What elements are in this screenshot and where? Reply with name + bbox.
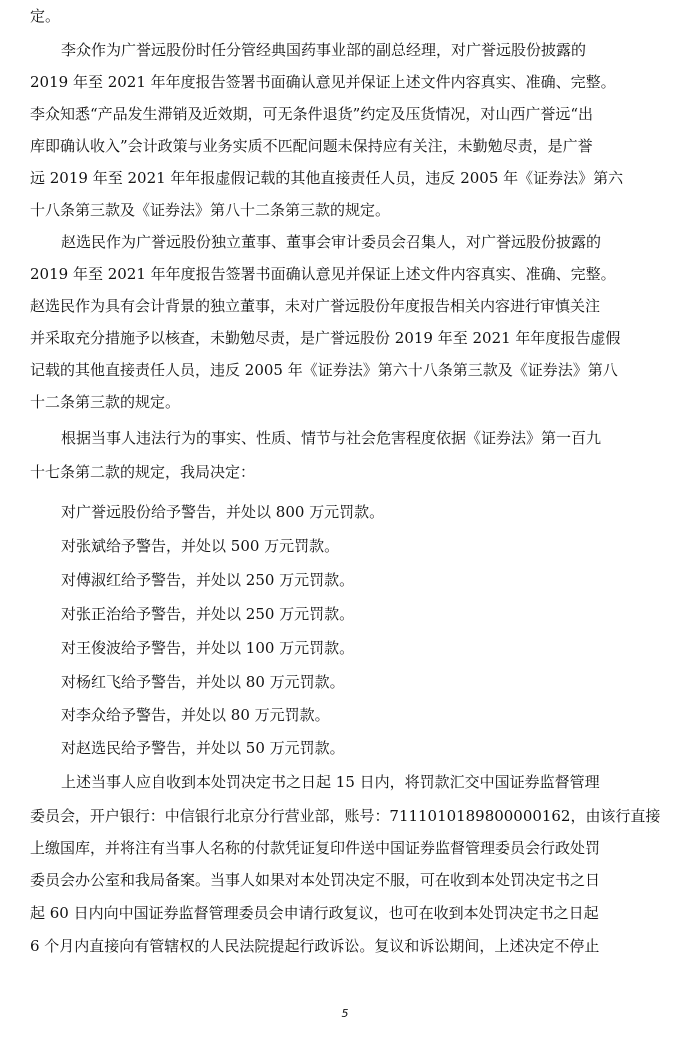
page-number: 5: [341, 1007, 349, 1020]
document-page: 定。 李众作为广誉远股份时任分管经典国药事业部的副总经理，对广誉远股份披露的 2019 年至 2021 年年度报告签署书面确认意见并保证上述文件内容真实、准确、完整。 李众知悉“产品发生滞销及近效期，可无条件退货”约定及压货情况，对山西广誉远“出 库即确认收入”会计政策与业务实质不匹配问题未保持应有关注，未勤勉尽责，是广誉 远 2019 年至 2021 年年报虚假记载的其他直接责任人员，违反 2005 年《证券法》第六 十八条第三款及《证券法》第八十二条第三款的规定。 赵选民作为广誉远股份独立董事、董事会审计委员会召集人，对广誉远股份披露的 2019 年至 2021 年年度报告签署书面确认意见并保证上述文件内容真实、准确、完整。 赵选民作为具有会计背景的独立董事，未对广誉远股份年度报告相关内容进行审慎关注 并采取充分措施予以核查，未勤勉尽责，是广誉远股份 2019 年至 2021 年年度报告虚假 记载的其他直接责任人员，违反 2005 年《证券法》第六十八条第三款及《证券法》第八 十二条第三款的规定。 根据当事人违法行为的事实、性质、情节与社会危害程度依据《证券法》第一百九 十七条第二款的规定，我局决定： 对广誉远股份给予警告，并处以 800 万元罚款。 对张斌给予警告，并处以 500 万元罚款。 对傅淑红给予警告，并处以 250 万元罚款。 对张正治给予警告，并处以 250 万元罚款。 对王俊波给予警告，并处以 100 万元罚款。 对杨红飞给予警告，并处以 80 万元罚款。 对李众给予警告，并处以 80 万元罚款。 对赵选民给予警告，并处以 50 万元罚款。 上述当事人应自收到本处罚决定书之日起 15 日内，将罚款汇交中国证券监督管理 委员会，开户银行：中信银行北京分行营业部，账号：7111010189800000162，由该行直接 上缴国库，并将注有当事人名称的付款凭证复印件送中国证券监督管理委员会行政处罚 委员会办公室和我局备案。当事人如果对本处罚决定不服，可在收到本处罚决定书之日 起 60 日内向中国证券监督管理委员会申请行政复议，也可在收到本处罚决定书之日起 6 个月内直接向有管辖权的人民法院提起行政诉讼。复议和诉讼期间，上述决定不停止 5: [0, 0, 690, 1046]
